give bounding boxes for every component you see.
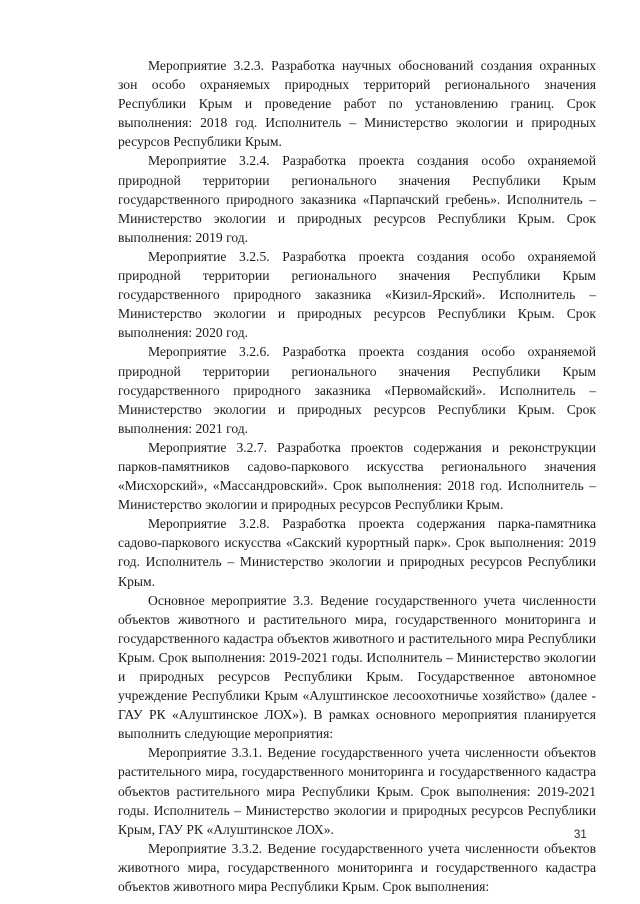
- paragraph-measure-3-2-7: Мероприятие 3.2.7. Разработка проектов содержания и реконструкции парков-памятников садово-паркового искусства регионального значения «Мисхорский», «Массандровский». Срок выполнения: 2018 год. Исполнитель – Министерство экологии и природных ресурсов Республики Крым.: [118, 439, 596, 513]
- paragraph-measure-3-2-8: Мероприятие 3.2.8. Разработка проекта содержания парка-памятника садово-паркового искусства «Сакский курортный парк». Срок выполнения: 2019 год. Исполнитель – Министерство экологии и природных ресурсов Республики Крым.: [118, 516, 596, 589]
- paragraph-measure-3-3-1: Мероприятие 3.3.1. Ведение государственного учета численности объектов растительного мира, государственного мониторинга и государственного кадастра объектов растительного мира Республики Крым. Срок выполнения: 2019-2021 годы. Исполнитель – Министерство экологии и природных ресурсов Республики Крым, ГАУ РК «Алуштинское ЛОХ».: [118, 745, 596, 837]
- document-body: [118, 56, 596, 896]
- paragraph-measure-3-2-4: Мероприятие 3.2.4. Разработка проекта создания особо охраняемой природной территории регионального значения Республики Крым государственного природного заказника «Парпачский гребень». Исполнитель – Министерство экологии и природных ресурсов Республики Крым. Срок выполнения: 2019 год.: [118, 153, 596, 245]
- paragraph-measure-3-3-2: Мероприятие 3.3.2. Ведение государственного учета численности объектов животного мира, государственного мониторинга и государственного кадастра объектов животного мира Республики Крым. Срок выполнения:: [118, 840, 596, 895]
- paragraph-measure-3-2-6: Мероприятие 3.2.6. Разработка проекта создания особо охраняемой природной территории регионального значения Республики Крым государственного природного заказника «Первомайский». Исполнитель – Министерство экологии и природных ресурсов Республики Крым. Срок выполнения: 2021 год.: [118, 344, 596, 436]
- paragraph-measure-3-2-3: Мероприятие 3.2.3. Разработка научных обоснований создания охранных зон особо охраняемых природных территорий регионального значения Республики Крым и проведение работ по установлению границ. Срок выполнения: 2018 год. Исполнитель – Министерство экологии и природных ресурсов Республики Крым.: [118, 58, 596, 150]
- paragraph-main-measure-3-3: Основное мероприятие 3.3. Ведение государственного учета численности объектов животного и растительного мира, государственного мониторинга и государственного кадастра объектов животного и растительного мира Республики Крым. Срок выполнения: 2019-2021 годы. Исполнитель – Министерство экологии и природных ресурсов Республики Крым. Государственное автономное учреждение Республики Крым «Алуштинское лесоохотничье хозяйство» (далее - ГАУ РК «Алуштинское ЛОХ»). В рамках основного мероприятия планируется выполнить следующие мероприятия:: [118, 592, 596, 742]
- page-number: 31: [574, 829, 587, 841]
- paragraph-measure-3-2-5: Мероприятие 3.2.5. Разработка проекта создания особо охраняемой природной территории регионального значения Республики Крым государственного природного заказника «Кизил-Ярский». Исполнитель – Министерство экологии и природных ресурсов Республики Крым. Срок выполнения: 2020 год.: [118, 248, 596, 341]
